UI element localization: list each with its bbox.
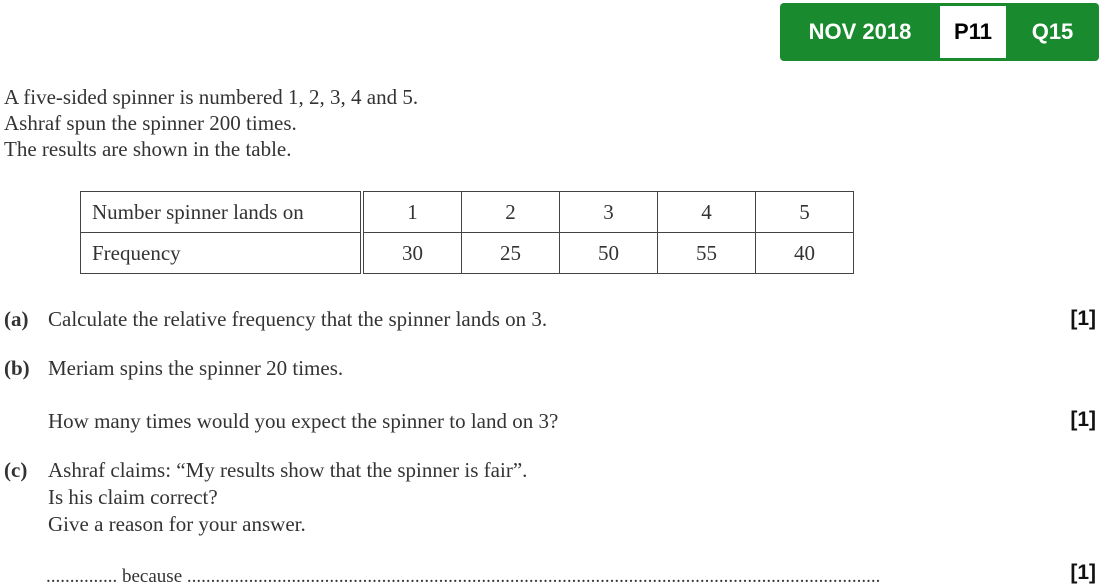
number-cell: 3 [560,192,658,233]
part-c [4,457,527,538]
number-cell: 4 [658,192,756,233]
number-cell: 2 [462,192,560,233]
part-b-text: Meriam spins the spinner 20 times. [48,356,344,380]
part-b-question: How many times would you expect the spinner to land on 3? [48,409,559,433]
part-c-label: (c) [4,458,28,482]
part-a-text: Calculate the relative frequency that the spinner lands on 3. [48,307,548,331]
part-b-label: (b) [4,356,30,380]
exam-date: NOV 2018 [808,19,912,44]
frequency-cell: 55 [658,233,756,274]
answer-dots-short: ............... [46,566,118,587]
number-cell: 5 [756,192,854,233]
part-a-marks: [1] [1070,307,1096,330]
part-a-label: (a) [4,307,29,331]
part-c-line: Give a reason for your answer. [48,512,306,536]
intro-line: A five-sided spinner is numbered 1, 2, 3, 4 and 5. [4,85,419,109]
number-cell: 1 [362,192,462,233]
question-intro [4,84,418,162]
part-b [4,356,343,381]
frequency-table [80,191,854,274]
intro-line: Ashraf spun the spinner 200 times. [4,111,297,135]
part-c-line: Ashraf claims: “My results show that the spinner is fair”. [48,458,528,482]
frequency-cell: 30 [362,233,462,274]
frequency-cell: 50 [560,233,658,274]
frequency-cell: 40 [756,233,854,274]
answer-dots-long: .................................................................................................................................................. [186,566,881,587]
part-a [4,307,547,332]
question-number: Q15 [1031,19,1074,44]
table-row [81,192,854,233]
part-c-marks: [1] [1070,561,1096,584]
intro-line: The results are shown in the table. [4,137,292,161]
row-header-number: Number spinner lands on [81,192,363,233]
question-reference-badge [780,3,1099,61]
frequency-cell: 25 [462,233,560,274]
row-header-frequency: Frequency [81,233,363,274]
paper-number: P11 [940,6,1006,58]
answer-line [46,566,880,588]
part-c-line: Is his claim correct? [48,485,218,509]
table-row [81,233,854,274]
part-b-marks: [1] [1070,408,1096,431]
answer-because: because [122,566,183,587]
